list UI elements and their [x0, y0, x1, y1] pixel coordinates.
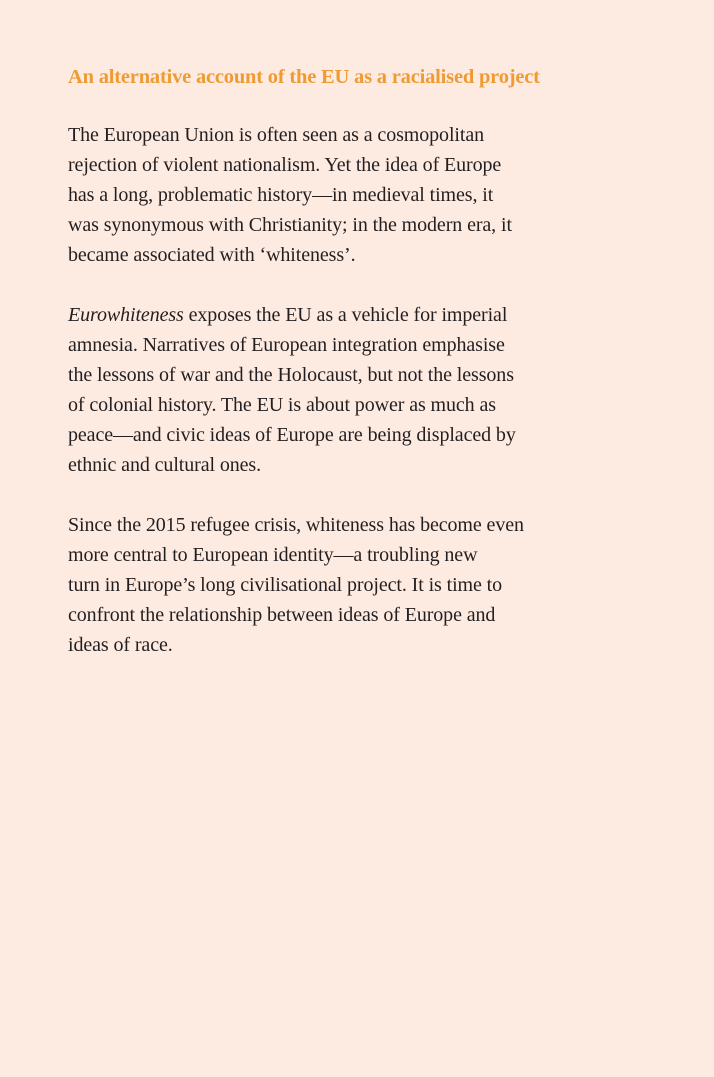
paragraph-line: more central to European identity—a troubling new: [68, 544, 478, 566]
paragraph-line: the lessons of war and the Holocaust, but not the lessons: [68, 364, 514, 386]
paragraph-line: ethnic and cultural ones.: [68, 454, 261, 476]
paragraph-line: rejection of violent nationalism. Yet the idea of Europe: [68, 154, 502, 176]
book-title: Eurowhiteness: [68, 304, 184, 326]
blurb-heading: An alternative account of the EU as a racialised project: [68, 66, 540, 88]
paragraph-intro: [68, 120, 578, 270]
paragraph-conclusion: [68, 510, 578, 660]
paragraph-line-rest: exposes the EU as a vehicle for imperial: [183, 304, 508, 326]
paragraph-line: [68, 300, 578, 330]
paragraph-line: has a long, problematic history—in medieval times, it: [68, 184, 494, 206]
paragraph-line: Since the 2015 refugee crisis, whiteness has become even: [68, 514, 524, 536]
paragraph-line: amnesia. Narratives of European integration emphasise: [68, 334, 505, 356]
paragraph-line: turn in Europe’s long civilisational project. It is time to: [68, 574, 503, 596]
paragraph-line: ideas of race.: [68, 634, 173, 656]
paragraph-argument: [68, 300, 578, 480]
paragraph-line: The European Union is often seen as a cosmopolitan: [68, 124, 484, 146]
blurb-page: [68, 62, 578, 690]
paragraph-line: was synonymous with Christianity; in the modern era, it: [68, 214, 512, 236]
paragraph-line: of colonial history. The EU is about power as much as: [68, 394, 496, 416]
paragraph-line: peace—and civic ideas of Europe are being displaced by: [68, 424, 516, 446]
paragraph-line: confront the relationship between ideas of Europe and: [68, 604, 496, 626]
paragraph-line: became associated with ‘whiteness’.: [68, 244, 356, 266]
